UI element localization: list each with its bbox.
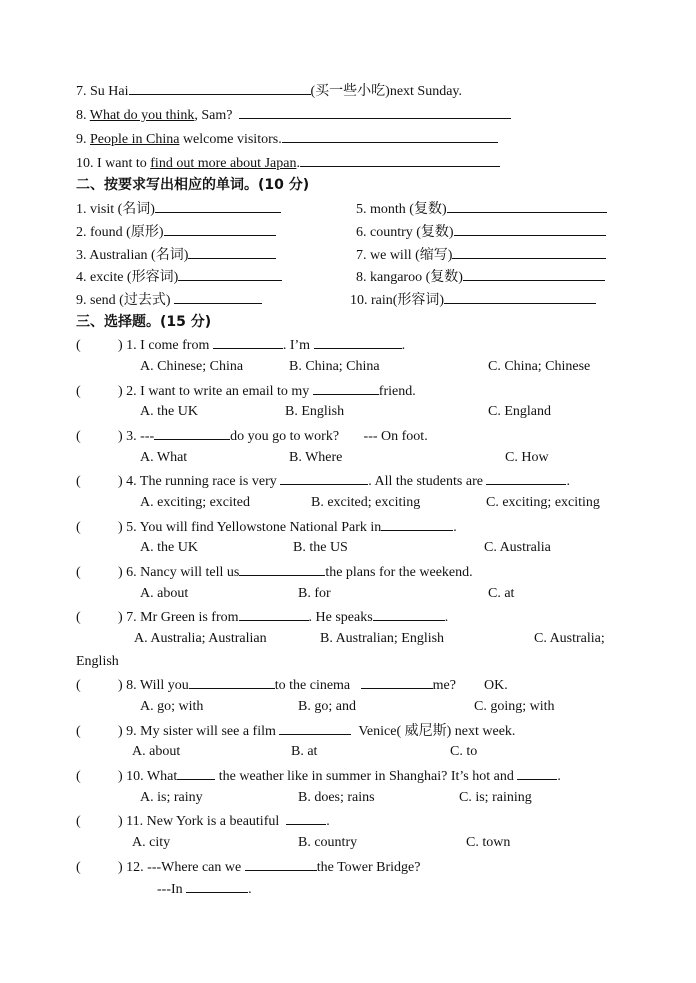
option-b[interactable]: B. does; rains xyxy=(298,790,375,805)
option-c[interactable]: C. exciting; exciting xyxy=(486,495,600,510)
option-a[interactable]: A. city xyxy=(132,835,171,850)
question-12-answer-line: ---In . xyxy=(157,879,252,899)
answer-blank[interactable] xyxy=(361,675,433,689)
option-a[interactable]: A. the UK xyxy=(140,540,198,555)
answer-blank[interactable] xyxy=(239,105,511,119)
option-b[interactable]: B. at xyxy=(291,744,318,759)
q8-line: 8. What do you think, Sam? xyxy=(76,105,511,125)
answer-blank[interactable] xyxy=(213,335,283,349)
question-3: ( ) 3. --- do you go to work? --- On foot. xyxy=(76,426,428,446)
option-c[interactable]: C. China; Chinese xyxy=(488,359,591,374)
option-b[interactable]: B. Australian; English xyxy=(320,631,445,646)
answer-blank[interactable] xyxy=(245,857,317,871)
answer-blank[interactable] xyxy=(188,245,276,259)
s2-item: 8. kangaroo (复数) xyxy=(356,267,605,287)
answer-blank[interactable] xyxy=(452,245,606,259)
option-b[interactable]: B. English xyxy=(285,404,345,419)
answer-blank[interactable] xyxy=(286,811,326,825)
answer-blank[interactable] xyxy=(373,607,445,621)
s2-item: 4. excite (形容词) xyxy=(76,267,282,287)
question-4: ( ) 4. The running race is very . All the students are . xyxy=(76,471,570,491)
answer-blank[interactable] xyxy=(164,222,276,236)
s2-item: 1. visit (名词) xyxy=(76,199,281,219)
answer-blank[interactable] xyxy=(154,426,230,440)
answer-blank[interactable] xyxy=(454,222,606,236)
answer-blank[interactable] xyxy=(517,766,557,780)
option-a[interactable]: A. go; with xyxy=(140,699,204,714)
option-b[interactable]: B. country xyxy=(298,835,358,850)
option-b[interactable]: B. the US xyxy=(293,540,348,555)
question-10: ( ) 10. What the weather like in summer in Shanghai? It’s hot and . xyxy=(76,766,561,786)
s2-item: 9. send (过去式) xyxy=(76,290,262,310)
option-b[interactable]: B. China; China xyxy=(289,359,380,374)
question-9: ( ) 9. My sister will see a film Venice( 威尼斯) next week. xyxy=(76,721,515,741)
s2-item: 5. month (复数) xyxy=(356,199,607,219)
answer-blank[interactable] xyxy=(239,562,325,576)
answer-blank[interactable] xyxy=(155,199,281,213)
option-c[interactable]: C. is; raining xyxy=(459,790,532,805)
question-12: ( ) 12. ---Where can we the Tower Bridge? xyxy=(76,857,420,877)
answer-blank[interactable] xyxy=(279,721,351,735)
option-c[interactable]: C. England xyxy=(488,404,551,419)
question-5: ( ) 5. You will find Yellowstone National Park in . xyxy=(76,517,457,537)
option-c[interactable]: C. Australia xyxy=(484,540,551,555)
s2-item: 3. Australian (名词) xyxy=(76,245,276,265)
answer-blank[interactable] xyxy=(486,471,566,485)
option-b[interactable]: B. excited; exciting xyxy=(311,495,421,510)
answer-blank[interactable] xyxy=(174,290,262,304)
answer-blank[interactable] xyxy=(186,879,248,893)
answer-blank[interactable] xyxy=(314,335,402,349)
s2-item: 2. found (原形) xyxy=(76,222,276,242)
option-c[interactable]: C. going; with xyxy=(474,699,555,714)
question-7: ( ) 7. Mr Green is from . He speaks . xyxy=(76,607,448,627)
option-a[interactable]: A. about xyxy=(140,586,189,601)
option-a[interactable]: A. Australia; Australian xyxy=(134,631,267,646)
option-a[interactable]: A. the UK xyxy=(140,404,198,419)
answer-blank[interactable] xyxy=(239,607,309,621)
option-a[interactable]: A. exciting; excited xyxy=(140,495,251,510)
answer-blank[interactable] xyxy=(177,766,215,780)
question-6: ( ) 6. Nancy will tell us the plans for the weekend. xyxy=(76,562,473,582)
section3-title: 三、选择题。(15 分) xyxy=(76,314,212,330)
answer-blank[interactable] xyxy=(129,81,311,95)
question-11: ( ) 11. New York is a beautiful . xyxy=(76,811,330,831)
option-c-wrap: English xyxy=(76,654,119,669)
q9-line: 9. People in China welcome visitors. xyxy=(76,129,498,149)
answer-blank[interactable] xyxy=(444,290,596,304)
option-c[interactable]: C. town xyxy=(466,835,511,850)
option-c[interactable]: C. How xyxy=(505,450,549,465)
s2-item: 10. rain(形容词) xyxy=(350,290,596,310)
answer-blank[interactable] xyxy=(178,267,282,281)
s2-item: 6. country (复数) xyxy=(356,222,606,242)
answer-blank[interactable] xyxy=(282,129,498,143)
answer-blank[interactable] xyxy=(300,153,500,167)
option-c[interactable]: C. Australia; xyxy=(534,631,605,646)
option-a[interactable]: A. Chinese; China xyxy=(140,359,244,374)
option-c[interactable]: C. at xyxy=(488,586,515,601)
option-c[interactable]: C. to xyxy=(450,744,478,759)
question-1: ( ) 1. I come from . I’m . xyxy=(76,335,405,355)
option-b[interactable]: B. Where xyxy=(289,450,343,465)
question-2: ( ) 2. I want to write an email to my friend. xyxy=(76,381,416,401)
q7-line: 7. Su Hai (买一些小吃)next Sunday. xyxy=(76,81,462,101)
answer-blank[interactable] xyxy=(381,517,453,531)
option-b[interactable]: B. go; and xyxy=(298,699,356,714)
option-a[interactable]: A. is; rainy xyxy=(140,790,203,805)
section2-title: 二、按要求写出相应的单词。(10 分) xyxy=(76,177,310,193)
q10-line: 10. I want to find out more about Japan. xyxy=(76,153,500,173)
answer-blank[interactable] xyxy=(447,199,607,213)
option-a[interactable]: A. about xyxy=(132,744,181,759)
answer-blank[interactable] xyxy=(189,675,275,689)
answer-blank[interactable] xyxy=(463,267,605,281)
answer-blank[interactable] xyxy=(280,471,368,485)
answer-blank[interactable] xyxy=(313,381,379,395)
question-8: ( ) 8. Will you to the cinema me? OK. xyxy=(76,675,508,695)
option-a[interactable]: A. What xyxy=(140,450,188,465)
s2-item: 7. we will (缩写) xyxy=(356,245,606,265)
option-b[interactable]: B. for xyxy=(298,586,331,601)
